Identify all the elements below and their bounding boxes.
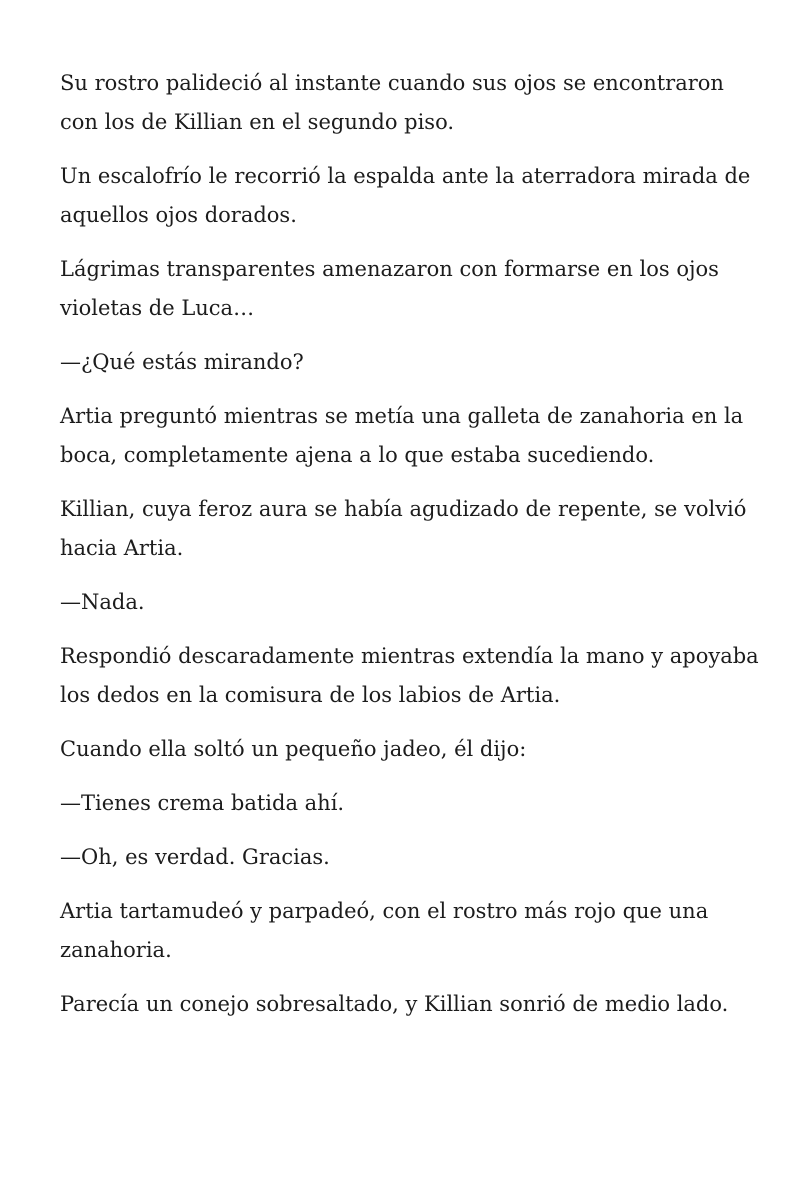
- paragraph-2: Un escalofrío le recorrió la espalda ante la aterradora mirada de aquellos ojos dorados.: [60, 164, 751, 227]
- paragraph-13: Parecía un conejo sobresaltado, y Killian sonrió de medio lado.: [60, 992, 729, 1016]
- paragraph-10: —Tienes crema batida ahí.: [60, 791, 345, 815]
- reading-page: [60, 64, 760, 1039]
- paragraph-9: Cuando ella soltó un pequeño jadeo, él dijo:: [60, 737, 527, 761]
- paragraph-4: —¿Qué estás mirando?: [60, 350, 304, 374]
- paragraph-8: Respondió descaradamente mientras extendía la mano y apoyaba los dedos en la comisura de los labios de Artia.: [60, 644, 759, 707]
- paragraph-12: Artia tartamudeó y parpadeó, con el rostro más rojo que una zanahoria.: [60, 899, 709, 962]
- paragraph-3: Lágrimas transparentes amenazaron con formarse en los ojos violetas de Luca…: [60, 257, 719, 320]
- paragraph-1: Su rostro palideció al instante cuando sus ojos se encontraron con los de Killian en el segundo piso.: [60, 71, 724, 134]
- paragraph-7: —Nada.: [60, 590, 145, 614]
- paragraph-11: —Oh, es verdad. Gracias.: [60, 845, 330, 869]
- paragraph-5: Artia preguntó mientras se metía una galleta de zanahoria en la boca, completamente ajena a lo que estaba sucediendo.: [60, 404, 744, 467]
- paragraph-6: Killian, cuya feroz aura se había agudizado de repente, se volvió hacia Artia.: [60, 497, 747, 560]
